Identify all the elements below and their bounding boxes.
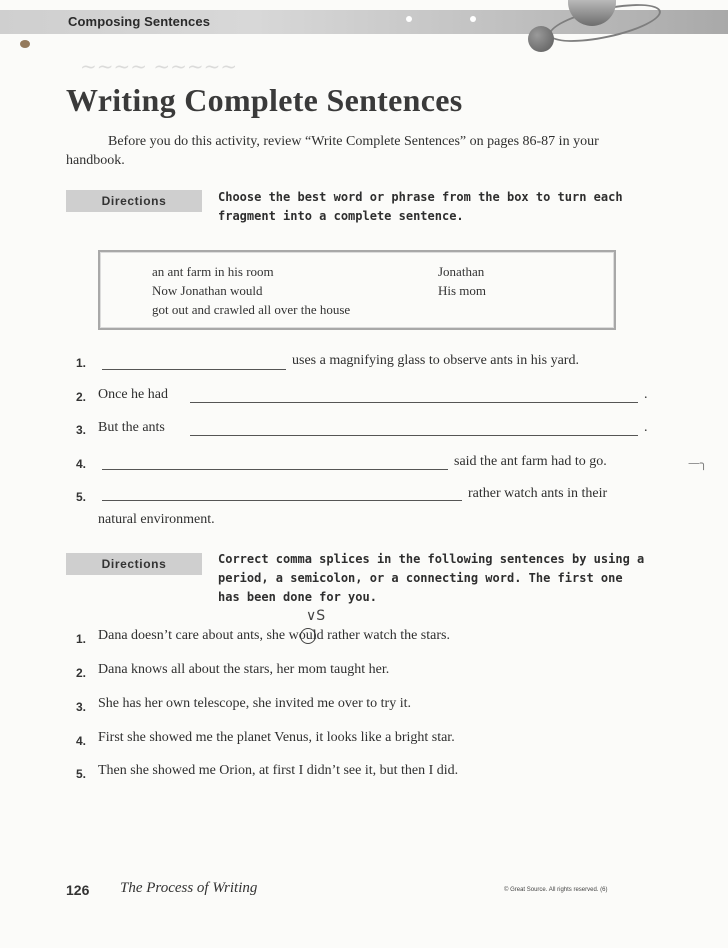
item-end: . xyxy=(644,387,648,402)
word-option: an ant farm in his room xyxy=(152,264,274,279)
sentence-text: Then she showed me Orion, at first I didn’t see it, but then I did. xyxy=(98,763,459,778)
directions-label: Directions xyxy=(66,190,202,212)
item-number: 3. xyxy=(76,423,87,437)
answer-blank[interactable] xyxy=(102,469,448,470)
book-title: The Process of Writing xyxy=(120,880,258,896)
sentence-number: 1. xyxy=(76,632,87,646)
answer-blank[interactable] xyxy=(190,435,638,436)
item-text: uses a magnifying glass to observe ants in his yard. xyxy=(292,353,579,368)
section-title: Composing Sentences xyxy=(68,14,211,29)
margin-mark: —╮ xyxy=(688,456,708,470)
item-continuation: natural environment. xyxy=(98,512,215,527)
directions-label: Directions xyxy=(66,553,202,575)
word-box xyxy=(98,250,616,330)
page-title: Writing Complete Sentences xyxy=(66,82,463,118)
sentence-number: 2. xyxy=(76,666,87,680)
sentence-text: Dana doesn’t care about ants, she would rather watch the stars. xyxy=(98,628,450,643)
item-text: Once he had xyxy=(98,387,168,402)
answer-blank[interactable] xyxy=(102,500,462,501)
pencil-name-scribble: ~~~~ ~~~~~ xyxy=(80,54,238,78)
sentence-number: 4. xyxy=(76,734,87,748)
sentence-text: Dana knows all about the stars, her mom taught her. xyxy=(98,662,390,677)
page-number: 126 xyxy=(66,882,90,898)
item-number: 5. xyxy=(76,490,87,504)
star-decoration xyxy=(406,16,412,22)
item-number: 2. xyxy=(76,390,87,404)
word-option: His mom xyxy=(438,283,487,298)
copyright: © Great Source. All rights reserved. (6) xyxy=(504,887,608,893)
moon-decoration xyxy=(528,26,554,52)
item-text: rather watch ants in their xyxy=(468,486,608,501)
item-number: 1. xyxy=(76,356,87,370)
sentence-text: First she showed me the planet Venus, it looks like a bright star. xyxy=(98,730,455,745)
item-end: . xyxy=(644,420,648,435)
sentence-number: 5. xyxy=(76,767,87,781)
intro-paragraph: Before you do this activity, review “Write Complete Sentences” on pages 86-87 in your handbook. xyxy=(66,134,599,168)
item-text: But the ants xyxy=(98,420,165,435)
directions-text: Choose the best word or phrase from the box to turn each fragment into a complete sentence. xyxy=(218,190,623,223)
directions-text: Correct comma splices in the following sentences by using a period, a semicolon, or a connecting word. The first one has been done for you. xyxy=(218,552,645,604)
answer-blank[interactable] xyxy=(190,402,638,403)
page-smudge xyxy=(20,40,30,48)
sentence-text: She has her own telescope, she invited me over to try it. xyxy=(98,696,411,711)
answer-blank[interactable] xyxy=(102,369,286,370)
word-option: Jonathan xyxy=(438,264,485,279)
correction-mark: ∨S xyxy=(306,608,326,624)
item-number: 4. xyxy=(76,457,87,471)
word-option: Now Jonathan would xyxy=(152,283,263,298)
item-text: said the ant farm had to go. xyxy=(454,454,607,469)
star-decoration xyxy=(470,16,476,22)
word-option: got out and crawled all over the house xyxy=(152,302,351,317)
sentence-number: 3. xyxy=(76,700,87,714)
